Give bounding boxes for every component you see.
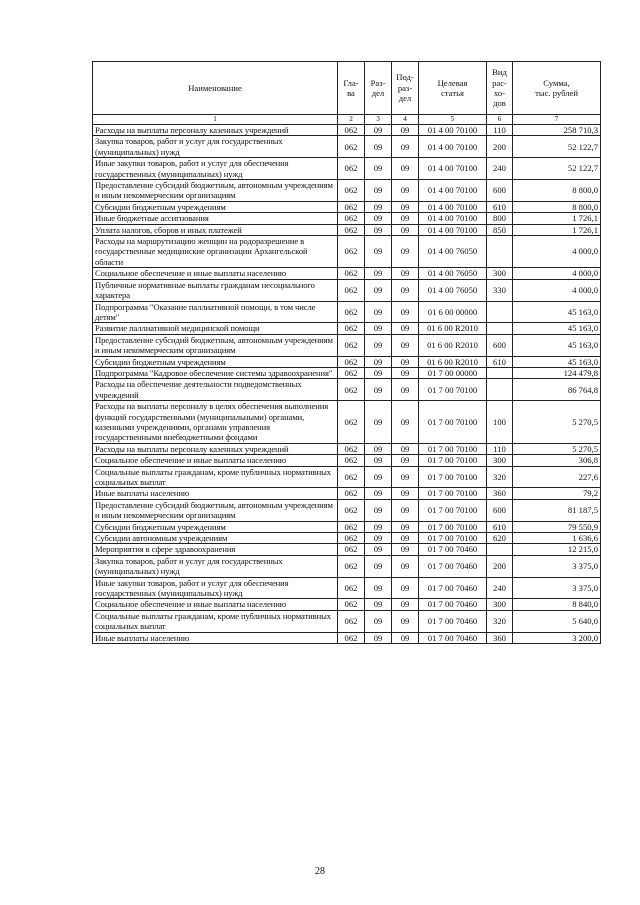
cell-vid: 360 <box>487 632 513 643</box>
cell-name: Расходы на обеспечение деятельности подведомственных учреждений <box>93 379 338 401</box>
cell-podrazdel: 09 <box>392 466 419 488</box>
table-row <box>93 180 601 202</box>
cell-podrazdel: 09 <box>392 544 419 555</box>
table-row <box>93 236 601 268</box>
cell-vid: 240 <box>487 577 513 599</box>
cell-name: Субсидии бюджетным учреждениям <box>93 356 338 367</box>
cell-name: Подпрограмма "Кадровое обеспечение системы здравоохранения" <box>93 367 338 378</box>
cell-razdel: 09 <box>365 224 392 235</box>
cell-statya: 01 4 00 76050 <box>419 279 487 301</box>
table-row <box>93 356 601 367</box>
cell-glava: 062 <box>338 367 365 378</box>
cell-podrazdel: 09 <box>392 521 419 532</box>
cell-statya: 01 4 00 70100 <box>419 224 487 235</box>
cell-name: Расходы на выплаты персоналу казенных учреждений <box>93 443 338 454</box>
cell-vid: 600 <box>487 334 513 356</box>
cell-razdel: 09 <box>365 158 392 180</box>
cell-vid: 320 <box>487 610 513 632</box>
cell-name: Развитие паллиативной медицинской помощи <box>93 323 338 334</box>
header-row <box>93 62 601 115</box>
cell-summa: 52 122,7 <box>513 158 601 180</box>
table-body <box>93 125 601 644</box>
cell-glava: 062 <box>338 136 365 158</box>
cell-podrazdel: 09 <box>392 334 419 356</box>
cell-podrazdel: 09 <box>392 236 419 268</box>
table-row <box>93 521 601 532</box>
cell-razdel: 09 <box>365 521 392 532</box>
cell-statya: 01 7 00 70100 <box>419 488 487 499</box>
cell-summa: 8 800,0 <box>513 180 601 202</box>
cell-vid: 300 <box>487 268 513 279</box>
cell-podrazdel: 09 <box>392 213 419 224</box>
header-podrazdel: Под- раз- дел <box>392 62 419 115</box>
cell-glava: 062 <box>338 379 365 401</box>
cell-podrazdel: 09 <box>392 455 419 466</box>
cell-razdel: 09 <box>365 632 392 643</box>
cell-glava: 062 <box>338 599 365 610</box>
cell-summa: 4 000,0 <box>513 236 601 268</box>
cell-summa: 4 000,0 <box>513 268 601 279</box>
cell-vid: 610 <box>487 356 513 367</box>
table-row <box>93 301 601 323</box>
cell-statya: 01 4 00 70100 <box>419 213 487 224</box>
cell-podrazdel: 09 <box>392 201 419 212</box>
cell-vid: 850 <box>487 224 513 235</box>
cell-summa: 3 200,0 <box>513 632 601 643</box>
cell-statya: 01 4 00 76050 <box>419 268 487 279</box>
cell-glava: 062 <box>338 533 365 544</box>
cell-name: Мероприятия в сфере здравоохранения <box>93 544 338 555</box>
cell-glava: 062 <box>338 610 365 632</box>
cell-vid <box>487 323 513 334</box>
cell-razdel: 09 <box>365 499 392 521</box>
cell-summa: 8 800,0 <box>513 201 601 212</box>
cell-name: Социальное обеспечение и иные выплаты населению <box>93 268 338 279</box>
table-row <box>93 401 601 444</box>
cell-statya: 01 7 00 70100 <box>419 499 487 521</box>
cell-statya: 01 7 00 70100 <box>419 401 487 444</box>
cell-podrazdel: 09 <box>392 279 419 301</box>
table-row <box>93 443 601 454</box>
cell-vid: 330 <box>487 279 513 301</box>
cell-podrazdel: 09 <box>392 158 419 180</box>
cell-glava: 062 <box>338 125 365 136</box>
header-vid: Вид рас- хо- дов <box>487 62 513 115</box>
cell-name: Расходы на выплаты персоналу казенных учреждений <box>93 125 338 136</box>
cell-razdel: 09 <box>365 555 392 577</box>
table-row <box>93 213 601 224</box>
cell-statya: 01 4 00 76050 <box>419 236 487 268</box>
cell-name: Социальные выплаты гражданам, кроме публичных нормативных социальных выплат <box>93 610 338 632</box>
cell-statya: 01 7 00 70100 <box>419 455 487 466</box>
budget-table <box>92 61 601 644</box>
column-number-row <box>93 115 601 125</box>
cell-statya: 01 7 00 70100 <box>419 379 487 401</box>
column-number: 1 <box>93 115 338 125</box>
cell-vid: 610 <box>487 521 513 532</box>
cell-name: Предоставление субсидий бюджетным, автономным учреждениям и иным некоммерческим организациям <box>93 499 338 521</box>
cell-vid: 200 <box>487 136 513 158</box>
cell-statya: 01 6 00 R2010 <box>419 356 487 367</box>
cell-summa: 8 840,0 <box>513 599 601 610</box>
cell-statya: 01 7 00 70460 <box>419 599 487 610</box>
cell-summa: 45 163,0 <box>513 356 601 367</box>
cell-name: Уплата налогов, сборов и иных платежей <box>93 224 338 235</box>
table-row <box>93 488 601 499</box>
cell-vid: 110 <box>487 443 513 454</box>
table-row <box>93 544 601 555</box>
cell-podrazdel: 09 <box>392 401 419 444</box>
cell-name: Расходы на маршрутизацию женщин на родоразрешение в государственные медицинские организации Архангельской области <box>93 236 338 268</box>
cell-razdel: 09 <box>365 610 392 632</box>
cell-podrazdel: 09 <box>392 577 419 599</box>
header-name: Наименование <box>93 62 338 115</box>
cell-statya: 01 4 00 70100 <box>419 136 487 158</box>
cell-statya: 01 4 00 70100 <box>419 125 487 136</box>
cell-name: Иные выплаты населению <box>93 632 338 643</box>
cell-razdel: 09 <box>365 236 392 268</box>
cell-vid <box>487 236 513 268</box>
cell-name: Субсидии бюджетным учреждениям <box>93 521 338 532</box>
cell-razdel: 09 <box>365 301 392 323</box>
cell-name: Подпрограмма "Оказание паллиативной помощи, в том числе детям" <box>93 301 338 323</box>
table-row <box>93 136 601 158</box>
cell-podrazdel: 09 <box>392 323 419 334</box>
cell-glava: 062 <box>338 544 365 555</box>
column-number: 3 <box>365 115 392 125</box>
cell-razdel: 09 <box>365 533 392 544</box>
cell-summa: 1 726,1 <box>513 224 601 235</box>
cell-razdel: 09 <box>365 213 392 224</box>
cell-statya: 01 7 00 70100 <box>419 466 487 488</box>
cell-statya: 01 7 00 00000 <box>419 367 487 378</box>
cell-name: Предоставление субсидий бюджетным, автономным учреждениям и иным некоммерческим организациям <box>93 180 338 202</box>
cell-razdel: 09 <box>365 488 392 499</box>
cell-razdel: 09 <box>365 367 392 378</box>
cell-summa: 81 187,5 <box>513 499 601 521</box>
header-summa: Сумма, тыс. рублей <box>513 62 601 115</box>
cell-summa: 79,2 <box>513 488 601 499</box>
cell-razdel: 09 <box>365 180 392 202</box>
cell-summa: 5 270,5 <box>513 401 601 444</box>
page-number: 28 <box>315 866 325 877</box>
cell-vid <box>487 544 513 555</box>
cell-summa: 4 000,0 <box>513 279 601 301</box>
cell-vid: 600 <box>487 499 513 521</box>
cell-glava: 062 <box>338 401 365 444</box>
cell-summa: 86 764,8 <box>513 379 601 401</box>
cell-statya: 01 7 00 70460 <box>419 555 487 577</box>
cell-summa: 12 215,0 <box>513 544 601 555</box>
cell-summa: 1 726,1 <box>513 213 601 224</box>
cell-glava: 062 <box>338 443 365 454</box>
cell-razdel: 09 <box>365 455 392 466</box>
cell-podrazdel: 09 <box>392 301 419 323</box>
cell-glava: 062 <box>338 577 365 599</box>
column-number: 2 <box>338 115 365 125</box>
cell-glava: 062 <box>338 555 365 577</box>
cell-podrazdel: 09 <box>392 224 419 235</box>
cell-statya: 01 4 00 70100 <box>419 201 487 212</box>
cell-vid: 110 <box>487 125 513 136</box>
cell-vid: 800 <box>487 213 513 224</box>
cell-glava: 062 <box>338 158 365 180</box>
cell-vid: 600 <box>487 180 513 202</box>
cell-name: Предоставление субсидий бюджетным, автономным учреждениям и иным некоммерческим организациям <box>93 334 338 356</box>
cell-summa: 45 163,0 <box>513 323 601 334</box>
table-row <box>93 201 601 212</box>
cell-razdel: 09 <box>365 599 392 610</box>
cell-razdel: 09 <box>365 443 392 454</box>
cell-summa: 79 550,9 <box>513 521 601 532</box>
cell-razdel: 09 <box>365 577 392 599</box>
cell-vid: 320 <box>487 466 513 488</box>
cell-statya: 01 4 00 70100 <box>419 180 487 202</box>
table-row <box>93 224 601 235</box>
cell-name: Иные бюджетные ассигнования <box>93 213 338 224</box>
cell-podrazdel: 09 <box>392 367 419 378</box>
cell-glava: 062 <box>338 488 365 499</box>
cell-name: Социальное обеспечение и иные выплаты населению <box>93 599 338 610</box>
cell-podrazdel: 09 <box>392 356 419 367</box>
header-statya: Целевая статья <box>419 62 487 115</box>
cell-podrazdel: 09 <box>392 599 419 610</box>
cell-razdel: 09 <box>365 544 392 555</box>
cell-name: Субсидии автономным учреждениям <box>93 533 338 544</box>
cell-name: Иные закупки товаров, работ и услуг для обеспечения государственных (муниципальных) нужд <box>93 158 338 180</box>
table-row <box>93 279 601 301</box>
cell-summa: 124 479,8 <box>513 367 601 378</box>
table-row <box>93 599 601 610</box>
cell-name: Закупка товаров, работ и услуг для государственных (муниципальных) нужд <box>93 555 338 577</box>
cell-podrazdel: 09 <box>392 136 419 158</box>
cell-glava: 062 <box>338 236 365 268</box>
cell-vid <box>487 379 513 401</box>
cell-glava: 062 <box>338 499 365 521</box>
cell-glava: 062 <box>338 201 365 212</box>
cell-glava: 062 <box>338 268 365 279</box>
cell-summa: 3 375,0 <box>513 555 601 577</box>
cell-podrazdel: 09 <box>392 268 419 279</box>
cell-summa: 227,6 <box>513 466 601 488</box>
header-razdel: Раз- дел <box>365 62 392 115</box>
cell-statya: 01 7 00 70460 <box>419 577 487 599</box>
cell-glava: 062 <box>338 356 365 367</box>
table-row <box>93 455 601 466</box>
cell-glava: 062 <box>338 301 365 323</box>
cell-statya: 01 7 00 70460 <box>419 632 487 643</box>
cell-razdel: 09 <box>365 279 392 301</box>
cell-name: Публичные нормативные выплаты гражданам несоциального характера <box>93 279 338 301</box>
cell-statya: 01 7 00 70100 <box>419 533 487 544</box>
cell-vid: 300 <box>487 599 513 610</box>
table-row <box>93 632 601 643</box>
table-row <box>93 323 601 334</box>
cell-vid: 100 <box>487 401 513 444</box>
cell-razdel: 09 <box>365 268 392 279</box>
cell-glava: 062 <box>338 455 365 466</box>
cell-razdel: 09 <box>365 334 392 356</box>
column-number: 7 <box>513 115 601 125</box>
cell-statya: 01 7 00 70460 <box>419 610 487 632</box>
cell-statya: 01 7 00 70100 <box>419 443 487 454</box>
cell-vid <box>487 301 513 323</box>
cell-podrazdel: 09 <box>392 488 419 499</box>
cell-glava: 062 <box>338 323 365 334</box>
column-number: 5 <box>419 115 487 125</box>
table-row <box>93 125 601 136</box>
cell-razdel: 09 <box>365 401 392 444</box>
cell-vid: 200 <box>487 555 513 577</box>
table-row <box>93 499 601 521</box>
table-row <box>93 555 601 577</box>
cell-glava: 062 <box>338 224 365 235</box>
cell-glava: 062 <box>338 213 365 224</box>
cell-summa: 45 163,0 <box>513 334 601 356</box>
cell-summa: 306,8 <box>513 455 601 466</box>
cell-summa: 5 640,0 <box>513 610 601 632</box>
table-row <box>93 268 601 279</box>
cell-statya: 01 7 00 70460 <box>419 544 487 555</box>
cell-summa: 5 270,5 <box>513 443 601 454</box>
table-row <box>93 379 601 401</box>
cell-statya: 01 6 00 00000 <box>419 301 487 323</box>
cell-statya: 01 4 00 70100 <box>419 158 487 180</box>
cell-podrazdel: 09 <box>392 180 419 202</box>
cell-glava: 062 <box>338 334 365 356</box>
cell-summa: 52 122,7 <box>513 136 601 158</box>
cell-podrazdel: 09 <box>392 555 419 577</box>
cell-name: Расходы на выплаты персоналу в целях обеспечения выполнения функций государственными (муниципальными) органами, казенными учреждениями, органами управления государственными внебюджетными фондами <box>93 401 338 444</box>
cell-glava: 062 <box>338 180 365 202</box>
cell-name: Иные выплаты населению <box>93 488 338 499</box>
cell-statya: 01 7 00 70100 <box>419 521 487 532</box>
cell-razdel: 09 <box>365 136 392 158</box>
cell-podrazdel: 09 <box>392 610 419 632</box>
table-row <box>93 610 601 632</box>
cell-podrazdel: 09 <box>392 533 419 544</box>
cell-vid: 240 <box>487 158 513 180</box>
cell-vid: 360 <box>487 488 513 499</box>
cell-glava: 062 <box>338 521 365 532</box>
table-row <box>93 466 601 488</box>
table-row <box>93 367 601 378</box>
cell-name: Социальные выплаты гражданам, кроме публичных нормативных социальных выплат <box>93 466 338 488</box>
cell-vid: 620 <box>487 533 513 544</box>
budget-table-container <box>92 61 600 644</box>
cell-podrazdel: 09 <box>392 125 419 136</box>
cell-name: Социальное обеспечение и иные выплаты населению <box>93 455 338 466</box>
table-row <box>93 334 601 356</box>
cell-name: Закупка товаров, работ и услуг для государственных (муниципальных) нужд <box>93 136 338 158</box>
cell-statya: 01 6 00 R2010 <box>419 334 487 356</box>
cell-razdel: 09 <box>365 356 392 367</box>
cell-summa: 45 163,0 <box>513 301 601 323</box>
cell-name: Субсидии бюджетным учреждениям <box>93 201 338 212</box>
cell-name: Иные закупки товаров, работ и услуг для обеспечения государственных (муниципальных) нужд <box>93 577 338 599</box>
header-glava: Гла- ва <box>338 62 365 115</box>
cell-vid: 610 <box>487 201 513 212</box>
cell-razdel: 09 <box>365 201 392 212</box>
cell-glava: 062 <box>338 466 365 488</box>
cell-glava: 062 <box>338 632 365 643</box>
cell-summa: 1 636,6 <box>513 533 601 544</box>
column-number: 6 <box>487 115 513 125</box>
cell-podrazdel: 09 <box>392 632 419 643</box>
cell-razdel: 09 <box>365 125 392 136</box>
cell-vid: 300 <box>487 455 513 466</box>
cell-summa: 258 710,3 <box>513 125 601 136</box>
table-row <box>93 158 601 180</box>
cell-vid <box>487 367 513 378</box>
cell-glava: 062 <box>338 279 365 301</box>
cell-podrazdel: 09 <box>392 379 419 401</box>
table-row <box>93 533 601 544</box>
cell-razdel: 09 <box>365 466 392 488</box>
column-number: 4 <box>392 115 419 125</box>
cell-statya: 01 6 00 R2010 <box>419 323 487 334</box>
cell-podrazdel: 09 <box>392 499 419 521</box>
cell-razdel: 09 <box>365 323 392 334</box>
cell-summa: 3 375,0 <box>513 577 601 599</box>
cell-podrazdel: 09 <box>392 443 419 454</box>
table-row <box>93 577 601 599</box>
cell-razdel: 09 <box>365 379 392 401</box>
